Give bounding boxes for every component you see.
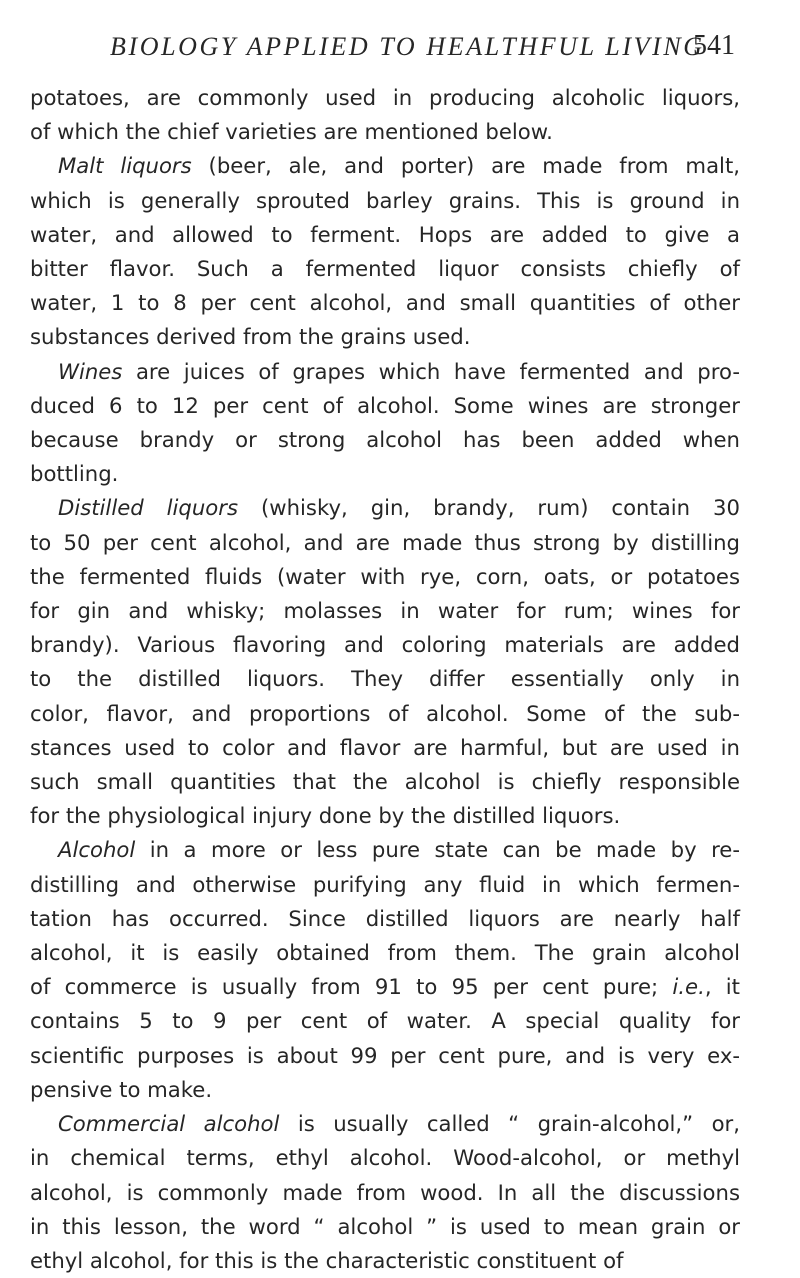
text-line [30,628,740,662]
text-line [30,560,740,594]
line-text: duced 6 to 12 per cent of alcohol. Some wines are stronger [30,392,740,418]
line-text: substances derived from the grains used. [30,324,471,350]
defined-term: Wines [58,358,123,384]
text-line [30,423,740,457]
text-line [30,697,740,731]
line-text: because brandy or strong alcohol has been added when [30,427,740,453]
line-text: , it [704,974,740,1000]
text-line [30,1244,740,1278]
line-text: contains 5 to 9 per cent of water. A special quality for [30,1008,740,1034]
line-text: brandy). Various flavoring and coloring materials are added [30,632,740,658]
defined-term: Commercial alcohol [58,1111,280,1137]
line-text: bitter flavor. Such a fermented liquor consists chiefly of [30,256,740,282]
line-text: alcohol, it is easily obtained from them. The grain alcohol [30,940,740,966]
text-line [30,184,740,218]
text-line [30,526,740,560]
line-text: alcohol, is commonly made from wood. In all the discussions [30,1179,740,1205]
line-text: of which the chief varieties are mentioned below. [30,119,553,145]
text-line [30,320,740,354]
text-line [30,799,740,833]
line-text: are juices of grapes which have fermented and pro- [122,358,740,384]
page-header [85,30,735,70]
text-line [30,218,740,252]
line-text: is usually called “ grain-alcohol,” or, [279,1111,740,1137]
running-title: BIOLOGY APPLIED TO HEALTHFUL LIVING [110,32,705,61]
line-text: in this lesson, the word “ alcohol ” is used to mean grain or [30,1213,740,1239]
text-line [30,1141,740,1175]
line-text: stances used to color and flavor are harmful, but are used in [30,734,740,760]
text-line [30,868,740,902]
line-text: of commerce is usually from 91 to 95 per cent pure; [30,974,673,1000]
text-line [30,1039,740,1073]
line-text: in a more or less pure state can be made by re- [135,837,740,863]
text-line [30,286,740,320]
line-text: distilling and otherwise purifying any fluid in which fermen- [30,871,740,897]
text-line [30,355,740,389]
line-text: the fermented fluids (water with rye, corn, oats, or potatoes [30,563,740,589]
line-text: bottling. [30,461,119,487]
text-line [30,731,740,765]
text-line [30,1210,740,1244]
text-line [30,902,740,936]
text-line [30,1004,740,1038]
text-line [30,1073,740,1107]
text-line [30,115,740,149]
text-line [30,1107,740,1141]
text-line [30,594,740,628]
line-text: ethyl alcohol, for this is the characteristic constituent of [30,1247,624,1273]
defined-term: Alcohol [58,837,136,863]
line-text: color, flavor, and proportions of alcohol. Some of the sub- [30,700,740,726]
line-text: for the physiological injury done by the distilled liquors. [30,803,621,829]
line-text: potatoes, are commonly used in producing alcoholic liquors, [30,85,740,110]
text-line [30,765,740,799]
text-line [30,252,740,286]
line-text: tation has occurred. Since distilled liquors are nearly half [30,905,740,931]
line-text: which is generally sprouted barley grains. This is ground in [30,187,740,213]
text-line [30,491,740,525]
line-text: water, and allowed to ferment. Hops are added to give a [30,221,740,247]
text-line [30,1176,740,1210]
line-text: (beer, ale, and porter) are made from malt, [191,153,740,179]
text-line [30,662,740,696]
line-text: water, 1 to 8 per cent alcohol, and small quantities of other [30,290,740,316]
line-text: for gin and whisky; molasses in water for rum; wines for [30,598,740,624]
line-text: to the distilled liquors. They differ essentially only in [30,666,740,692]
text-line [30,936,740,970]
line-text: scientific purposes is about 99 per cent pure, and is very ex- [30,1042,740,1068]
defined-term: Malt liquors [58,153,192,179]
text-line [30,81,740,115]
line-text: pensive to make. [30,1076,213,1102]
ie-abbreviation: i.e. [672,974,705,1000]
defined-term: Distilled liquors [58,495,239,521]
line-text: in chemical terms, ethyl alcohol. Wood-alcohol, or methyl [30,1145,740,1171]
text-line [30,833,740,867]
body-text [30,81,740,1278]
text-line [30,457,740,491]
line-text: to 50 per cent alcohol, and are made thus strong by distilling [30,529,740,555]
line-text: (whisky, gin, brandy, rum) contain 30 [238,495,741,521]
text-line [30,149,740,183]
text-line [30,389,740,423]
page-number: 541 [693,30,735,61]
line-text: such small quantities that the alcohol is chiefly responsible [30,769,740,795]
text-line [30,970,740,1004]
